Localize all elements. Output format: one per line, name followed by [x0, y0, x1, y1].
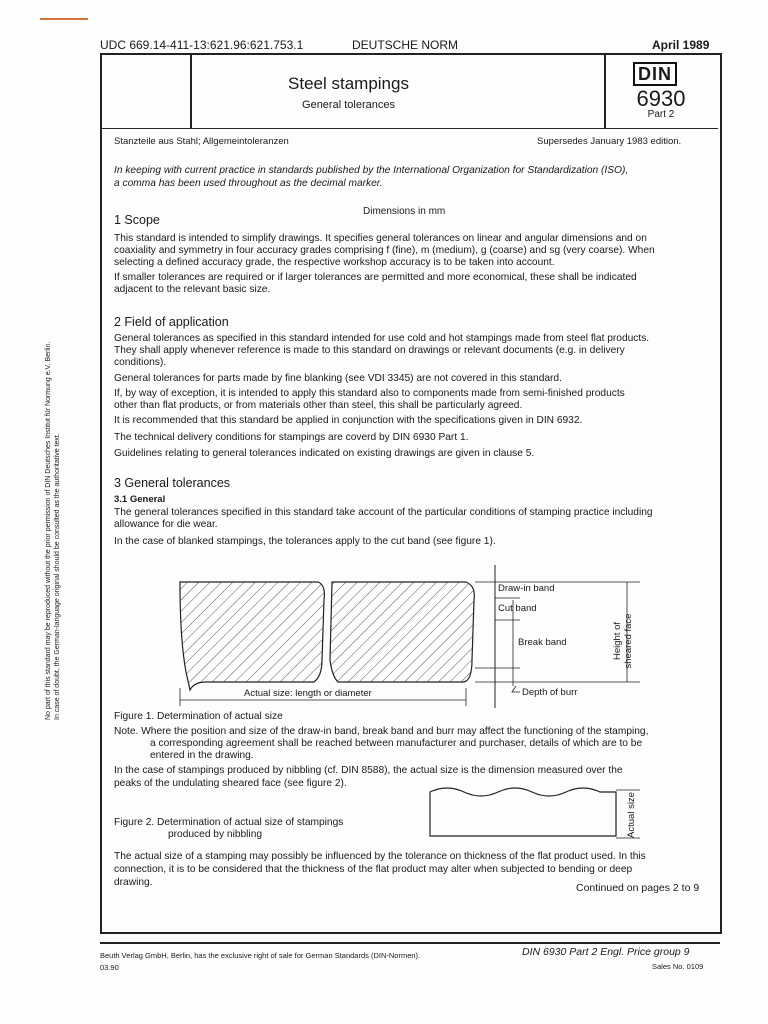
dimensions-note: Dimensions in mm: [363, 206, 446, 217]
footer-publisher: Beuth Verlag GmbH, Berlin, has the exclusive right of sale for German Standards (DIN-Normen).: [100, 951, 421, 960]
label-depth-of-burr: Depth of burr: [522, 687, 578, 698]
din-part: Part 2: [647, 109, 675, 120]
din-logo: DIN: [633, 62, 677, 86]
section-2-line-1: General tolerances as specified in this standard intended for use cold and hot stampings made from steel flat products.: [114, 333, 650, 344]
section-3-line-2: allowance for die wear.: [114, 519, 218, 530]
label-draw-in-band: Draw-in band: [498, 583, 555, 594]
section-1-line-3: selecting a defined accuracy grade, the respective workshop accuracy is to be taken into account.: [114, 257, 555, 268]
iso-note-line-1: In keeping with current practice in standards published by the International Organization for Standardization (ISO),: [114, 165, 629, 176]
label-actual-size: Actual size: length or diameter: [244, 688, 372, 699]
note-line-2: a corresponding agreement shall be reached between manufacturer and purchaser, details of which are to be: [150, 738, 643, 749]
section-2-line-8: The technical delivery conditions for stampings are coverd by DIN 6930 Part 1.: [114, 432, 469, 443]
section-2-line-3: conditions).: [114, 357, 167, 368]
section-2-line-5: If, by way of exception, it is intended to apply this standard also to components made from semi-finished products: [114, 388, 625, 399]
figure-1-caption: Figure 1. Determination of actual size: [114, 711, 283, 722]
note-line-3: entered in the drawing.: [150, 750, 254, 761]
section-1-line-5: adjacent to the relevant basic size.: [114, 284, 271, 295]
nibbling-line-2: peaks of the undulating sheared face (see figure 2).: [114, 778, 347, 789]
section-1-line-2: coaxiality and symmetry in four accuracy grades comprising f (fine), m (medium), g (coarse) and sg (very coarse). When: [114, 245, 655, 256]
figure-2-caption-2: produced by nibbling: [168, 829, 263, 840]
section-1-line-4: If smaller tolerances are required or if larger tolerances are permitted and more economical, these shall be indicated: [114, 272, 637, 283]
footer-sales-number: Sales No. 0109: [652, 962, 704, 971]
german-title: Stanzteile aus Stahl; Allgemeintoleranzen: [114, 136, 289, 147]
footer-code: 03.90: [100, 963, 119, 972]
side-note-line-1: No part of this standard may be reproduced without the prior permission of DIN Deutsches Institut für Normung e.V. Berlin.: [45, 341, 52, 720]
issue-date: April 1989: [652, 38, 710, 52]
section-3-line-1: The general tolerances specified in this standard take account of the particular conditions of stamping practice including: [114, 507, 653, 518]
label-cut-band: Cut band: [498, 603, 537, 614]
section-1-line-1: This standard is intended to simplify drawings. It specifies general tolerances on linear and angular dimensions and on: [114, 233, 647, 244]
note-line-1: Note. Where the position and size of the draw-in band, break band and burr may affect the functioning of the stamping,: [114, 726, 649, 737]
din-number: 6930: [636, 86, 686, 111]
final-line-1: The actual size of a stamping may possibly be influenced by the tolerance on thickness of the flat product used. In this: [114, 851, 646, 862]
supersedes-note: Supersedes January 1983 edition.: [537, 136, 682, 147]
label-height-line-2: sheared face: [623, 613, 634, 669]
section-2-line-6: other than flat products, or from materials other than steel, this shall be particularly agreed.: [114, 400, 523, 411]
label-height-line-1: Height of: [612, 621, 623, 661]
norm-label: DEUTSCHE NORM: [352, 38, 459, 52]
figure-2-caption-1: Figure 2. Determination of actual size of stampings: [114, 817, 344, 828]
copyright-side-note: [44, 280, 62, 720]
document-subtitle: General tolerances: [302, 99, 395, 111]
footer-reference: DIN 6930 Part 2 Engl. Price group 9: [522, 946, 690, 958]
section-3-heading: 3 General tolerances: [114, 476, 231, 490]
side-note-line-2: In case of doubt, the German-language original should be consulted as the authoritative text.: [54, 433, 61, 720]
label-height-sheared-face: [612, 606, 634, 676]
label-break-band: Break band: [518, 637, 567, 648]
final-line-2: connection, it is to be considered that the thickness of the flat product may alter when subjected to bending or deep: [114, 864, 633, 875]
section-2-heading: 2 Field of application: [114, 315, 229, 329]
document-title: Steel stampings: [288, 74, 409, 93]
udc-code: UDC 669.14-411-13:621.96:621.753.1: [100, 38, 304, 52]
nibbling-line-1: In the case of stampings produced by nibbling (cf. DIN 8588), the actual size is the dimension measured over the: [114, 765, 623, 776]
section-3-line-3: In the case of blanked stampings, the tolerances apply to the cut band (see figure 1).: [114, 536, 496, 547]
section-3-1-heading: 3.1 General: [114, 494, 166, 505]
final-line-3: drawing.: [114, 877, 153, 888]
continued-note: Continued on pages 2 to 9: [576, 882, 700, 894]
section-2-line-9: Guidelines relating to general tolerances indicated on existing drawings are given in clause 5.: [114, 448, 535, 459]
section-2-line-7: It is recommended that this standard be applied in conjunction with the specifications given in DIN 6932.: [114, 415, 583, 426]
iso-note-line-2: a comma has been used throughout as the decimal marker.: [114, 178, 383, 189]
section-1-heading: 1 Scope: [114, 213, 160, 227]
label-actual-size-fig2: Actual size: [626, 792, 637, 838]
section-2-line-2: They shall apply whenever reference is made to this standard on drawings or relevant documents (e.g. in delivery: [114, 345, 625, 356]
section-2-line-4: General tolerances for parts made by fine blanking (see VDI 3345) are not covered in this standard.: [114, 373, 562, 384]
footer-rule: [100, 942, 720, 944]
